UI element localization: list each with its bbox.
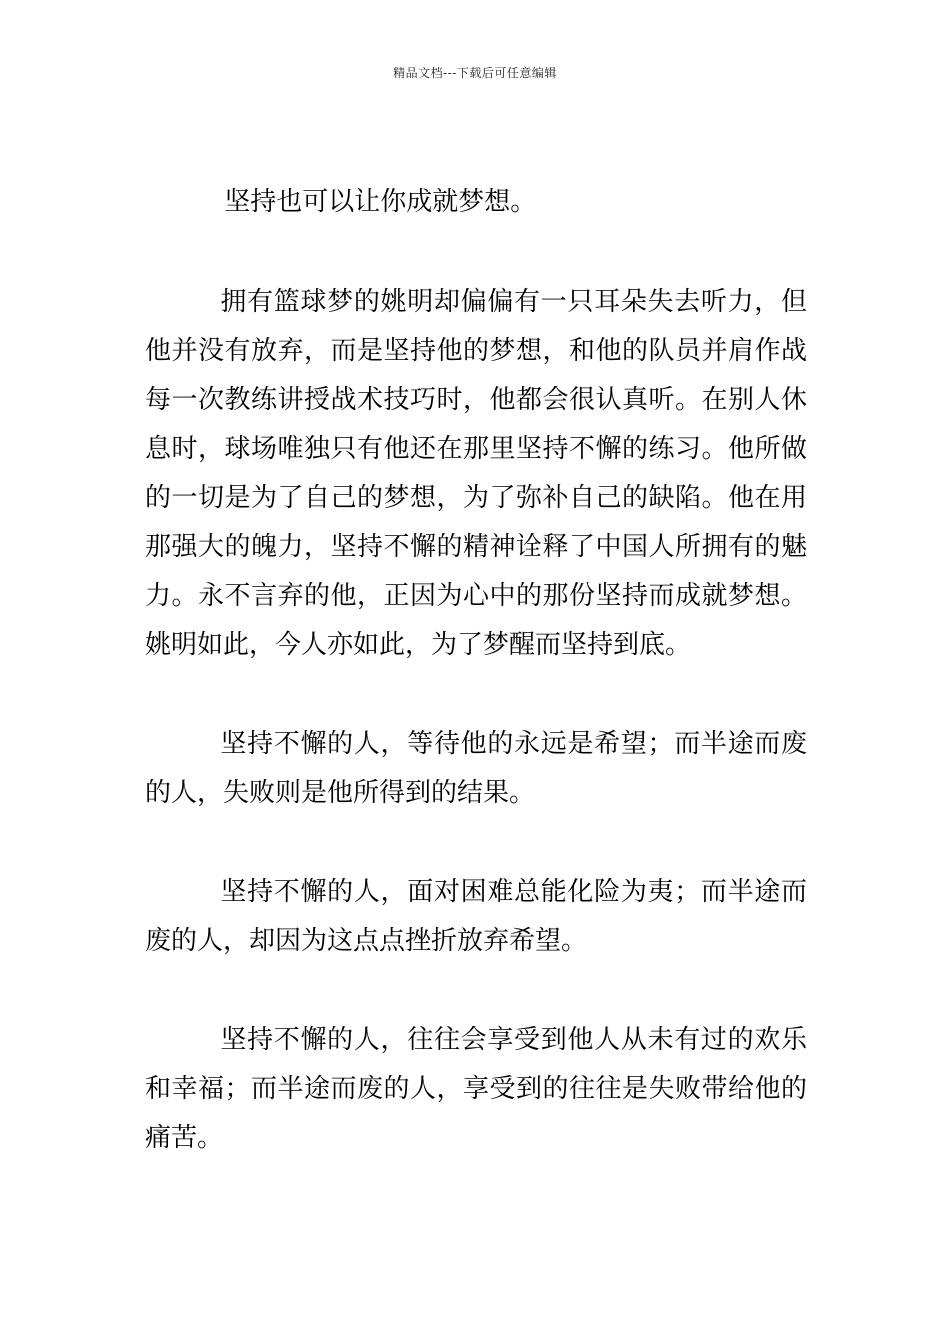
- paragraph-1: 坚持也可以让你成就梦想。: [224, 187, 537, 217]
- paragraph-3: 坚持不懈的人，等待他的永远是希望；而半途而废的人，失败则是他所得到的结果。: [145, 729, 807, 808]
- page-header: 精品文档---下载后可任意编辑: [393, 66, 557, 80]
- document-body: [145, 178, 807, 1163]
- paragraph-2: 拥有篮球梦的姚明却偏偏有一只耳朵失去听力，但他并没有放弃，而是坚持他的梦想，和他的队员并肩作战每一次教练讲授战术技巧时，他都会很认真听。在别人休息时，球场唯独只有他还在那里坚持不懈的练习。他所做的一切是为了自己的梦想，为了弥补自己的缺陷。他在用那强大的魄力，坚持不懈的精神诠释了中国人所拥有的魅力。永不言弃的他，正因为心中的那份坚持而成就梦想。姚明如此，今人亦如此，为了梦醒而坚持到底。: [145, 287, 807, 660]
- paragraph-4: 坚持不懈的人，面对困难总能化险为夷；而半途而废的人，却因为这点点挫折放弃希望。: [145, 877, 807, 956]
- paragraph-5: 坚持不懈的人，往往会享受到他人从未有过的欢乐和幸福；而半途而废的人，享受到的往往是失败带给他的痛苦。: [145, 1025, 807, 1153]
